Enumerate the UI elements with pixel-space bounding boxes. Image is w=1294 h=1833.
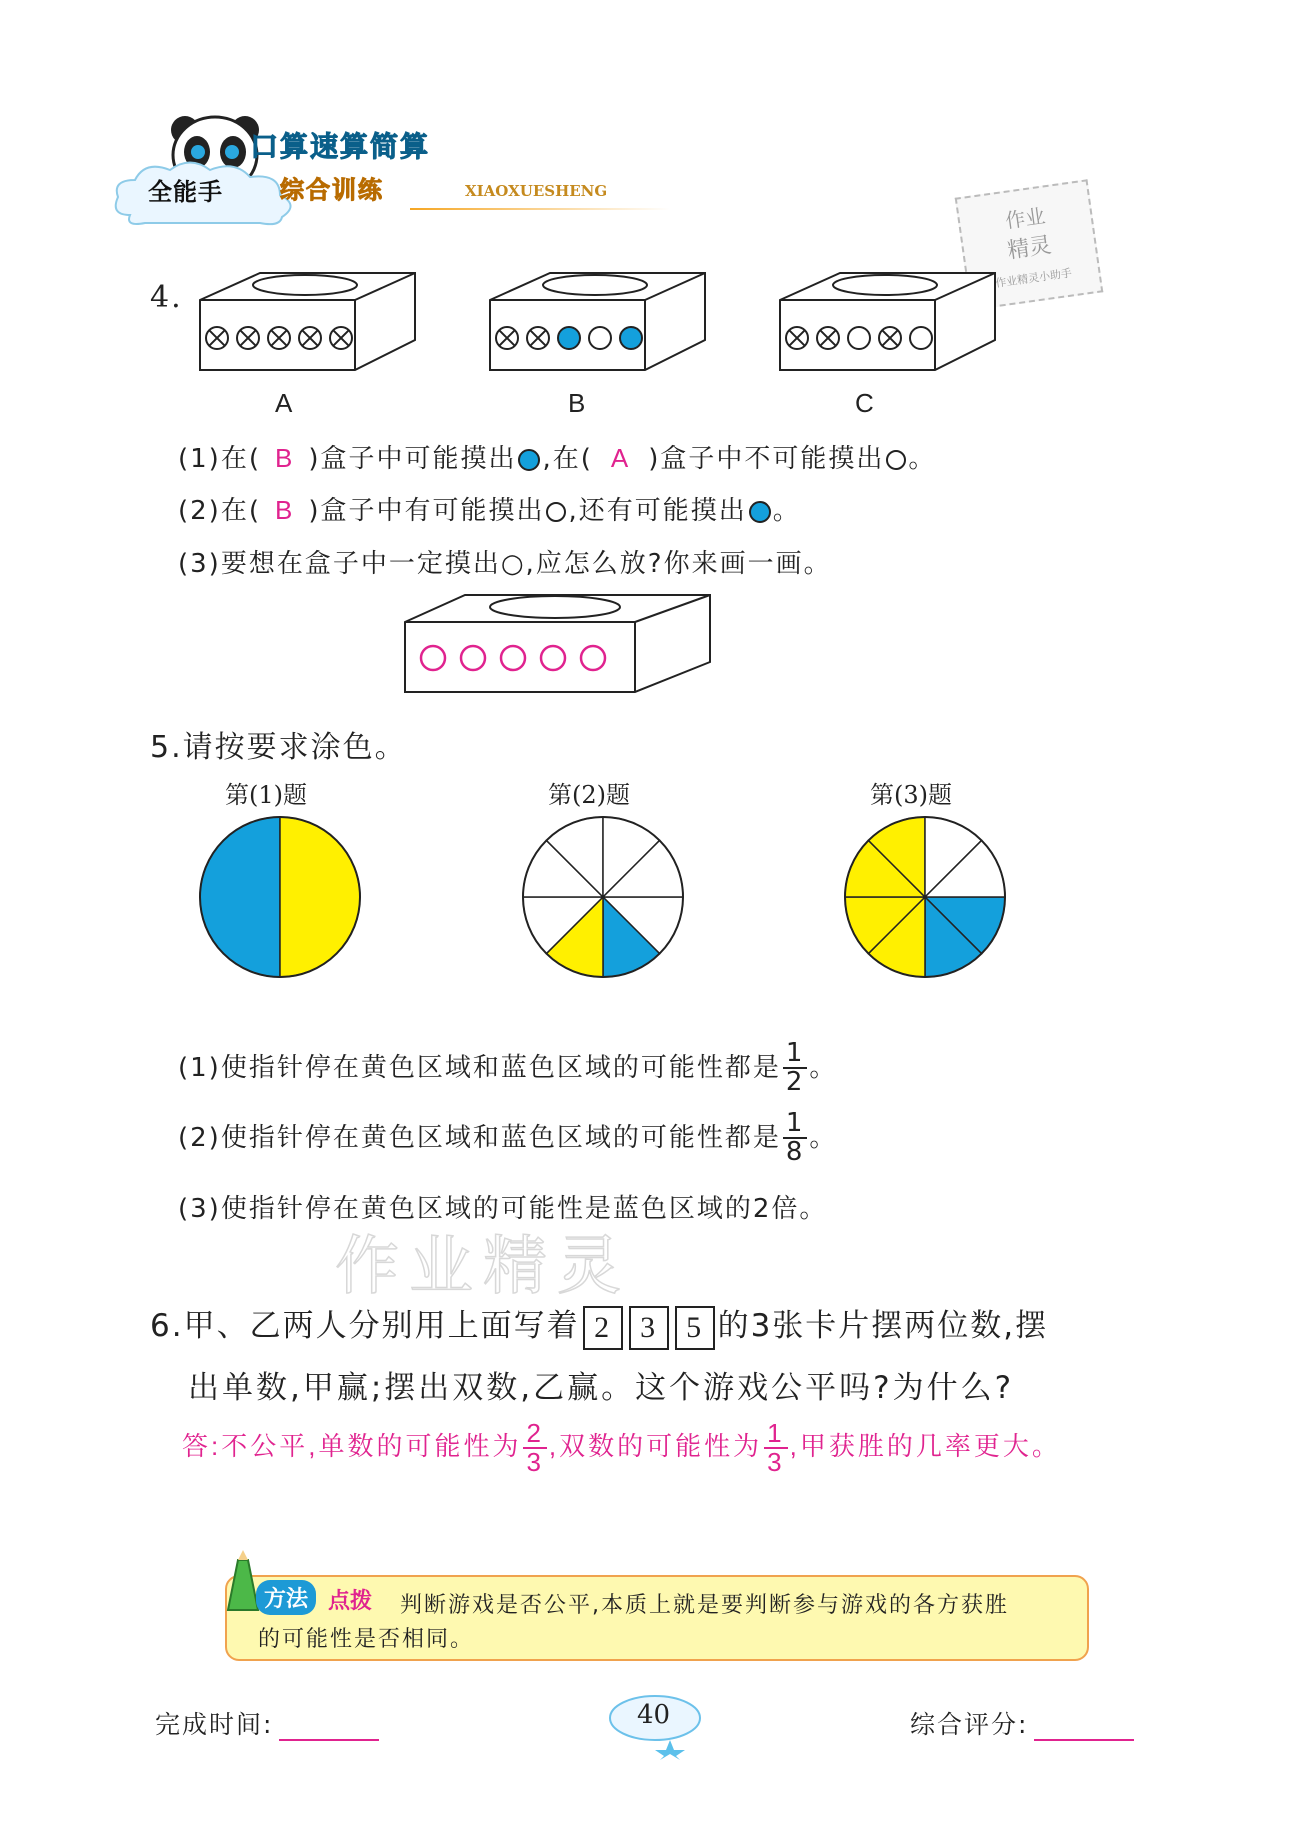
- fraction-one-half: $\frac{1}{2}$: [783, 1040, 808, 1097]
- q6-answer: 答:不公平,单数的可能性为 $\frac{2}{3}$ ,双数的可能性为 $\frac{1}{3}$ ,甲获胜的几率更大。: [182, 1418, 1061, 1478]
- fraction-two-thirds: $\frac{2}{3}$: [523, 1420, 546, 1477]
- crossed-ball-icon: [206, 327, 228, 349]
- q4-p2-answer: B: [274, 495, 295, 525]
- box-b-label: B: [568, 388, 586, 418]
- pink-ball-icon: [541, 646, 565, 670]
- q5-label-1: 第(1)题: [225, 781, 307, 809]
- blue-ball-icon: [518, 449, 540, 471]
- crossed-ball-icon: [330, 327, 352, 349]
- q5-part1: (1)使指针停在黄色区域和蓝色区域的可能性都是 $\frac{1}{2}$ 。: [178, 1038, 838, 1098]
- spinner-1: [200, 817, 360, 977]
- crossed-ball-icon: [299, 327, 321, 349]
- q5-spinners: [195, 815, 1015, 985]
- q5-title: 5.请按要求涂色。: [150, 730, 407, 765]
- pink-ball-icon: [581, 646, 605, 670]
- tip-badge-hint: 点拨: [328, 1589, 373, 1614]
- pink-ball-icon: [501, 646, 525, 670]
- q4-answer-box: [400, 592, 720, 697]
- q6-line2: 出单数,甲赢;摆出双数,乙赢。这个游戏公平吗?为什么?: [188, 1370, 1015, 1406]
- blue-ball-icon: [558, 327, 580, 349]
- tip-line2: 的可能性是否相同。: [258, 1627, 475, 1652]
- pinyin-label: XIAOXUESHENG: [465, 182, 608, 200]
- box-c-label: C: [855, 388, 874, 418]
- spinner-2: [523, 817, 683, 977]
- blue-ball-icon: [620, 327, 642, 349]
- crossed-ball-icon: [786, 327, 808, 349]
- q6-line1: 6.甲、乙两人分别用上面写着 2 3 5 的3张卡片摆两位数,摆: [150, 1300, 1048, 1350]
- fraction-one-third: $\frac{1}{3}$: [764, 1420, 787, 1477]
- crossed-ball-icon: [879, 327, 901, 349]
- white-ball-icon: [910, 327, 932, 349]
- box-opening: [253, 275, 357, 295]
- brand-badge: 全能手: [148, 178, 223, 206]
- header-rule: [410, 208, 670, 210]
- crossed-ball-icon: [268, 327, 290, 349]
- tip-badge-method: 方法: [256, 1580, 316, 1615]
- q4-number: 4.: [150, 280, 183, 315]
- crossed-ball-icon: [817, 327, 839, 349]
- page-number: 40: [637, 1700, 671, 1730]
- card-2: 2: [583, 1306, 623, 1350]
- white-ball-icon: [589, 327, 611, 349]
- card-3: 3: [629, 1306, 669, 1350]
- blue-ball-icon: [749, 501, 771, 523]
- card-5: 5: [675, 1306, 715, 1350]
- watermark-stamp: 作业 精灵 作业精灵小助手: [955, 179, 1104, 311]
- box-b: [490, 273, 705, 370]
- box-a: [200, 273, 415, 370]
- footer-score-label: 综合评分:: [910, 1705, 1134, 1741]
- q4-p1-answer-2: A: [610, 443, 631, 473]
- q4-p1-answer-1: B: [274, 443, 295, 473]
- crossed-ball-icon: [237, 327, 259, 349]
- pink-ball-icon: [421, 646, 445, 670]
- box-a-label: A: [275, 388, 293, 418]
- spinner-1-yellow-half: [280, 817, 360, 977]
- box-c: [780, 273, 995, 370]
- box-opening: [543, 275, 647, 295]
- watermark-text: 作业精灵: [335, 1230, 631, 1304]
- q5-part3: (3)使指针停在黄色区域的可能性是蓝色区域的2倍。: [178, 1194, 828, 1224]
- time-blank: [279, 1711, 379, 1741]
- q5-label-2: 第(2)题: [548, 781, 630, 809]
- crossed-ball-icon: [496, 327, 518, 349]
- white-ball-icon: [886, 450, 906, 470]
- q4-boxes: [195, 270, 1025, 380]
- spinner-3: [845, 817, 1005, 977]
- footer-time-label: 完成时间:: [155, 1705, 379, 1741]
- box-opening: [833, 275, 937, 295]
- series-title-bottom: 综合训练: [280, 176, 384, 204]
- pink-ball-icon: [461, 646, 485, 670]
- header: [110, 110, 670, 230]
- q4-part3: (3)要想在盒子中一定摸出○,应怎么放?你来画一画。: [178, 549, 832, 579]
- tip-line1: 判断游戏是否公平,本质上就是要判断参与游戏的各方获胜: [400, 1593, 1009, 1618]
- white-ball-icon: [546, 502, 566, 522]
- q4-part2: (2)在( B )盒子中有可能摸出 ,还有可能摸出 。: [178, 495, 801, 526]
- crossed-ball-icon: [527, 327, 549, 349]
- q4-part1: (1)在( B )盒子中可能摸出 ,在( A )盒子中不可能摸出 。: [178, 443, 937, 474]
- q5-label-3: 第(3)题: [870, 781, 952, 809]
- score-blank: [1034, 1711, 1134, 1741]
- white-ball-icon: [848, 327, 870, 349]
- fraction-one-eighth: $\frac{1}{8}$: [783, 1110, 808, 1167]
- spinner-1-blue-half: [200, 817, 280, 977]
- q5-part2: (2)使指针停在黄色区域和蓝色区域的可能性都是 $\frac{1}{8}$ 。: [178, 1108, 838, 1168]
- series-title-top: 口算速算简算: [250, 130, 431, 163]
